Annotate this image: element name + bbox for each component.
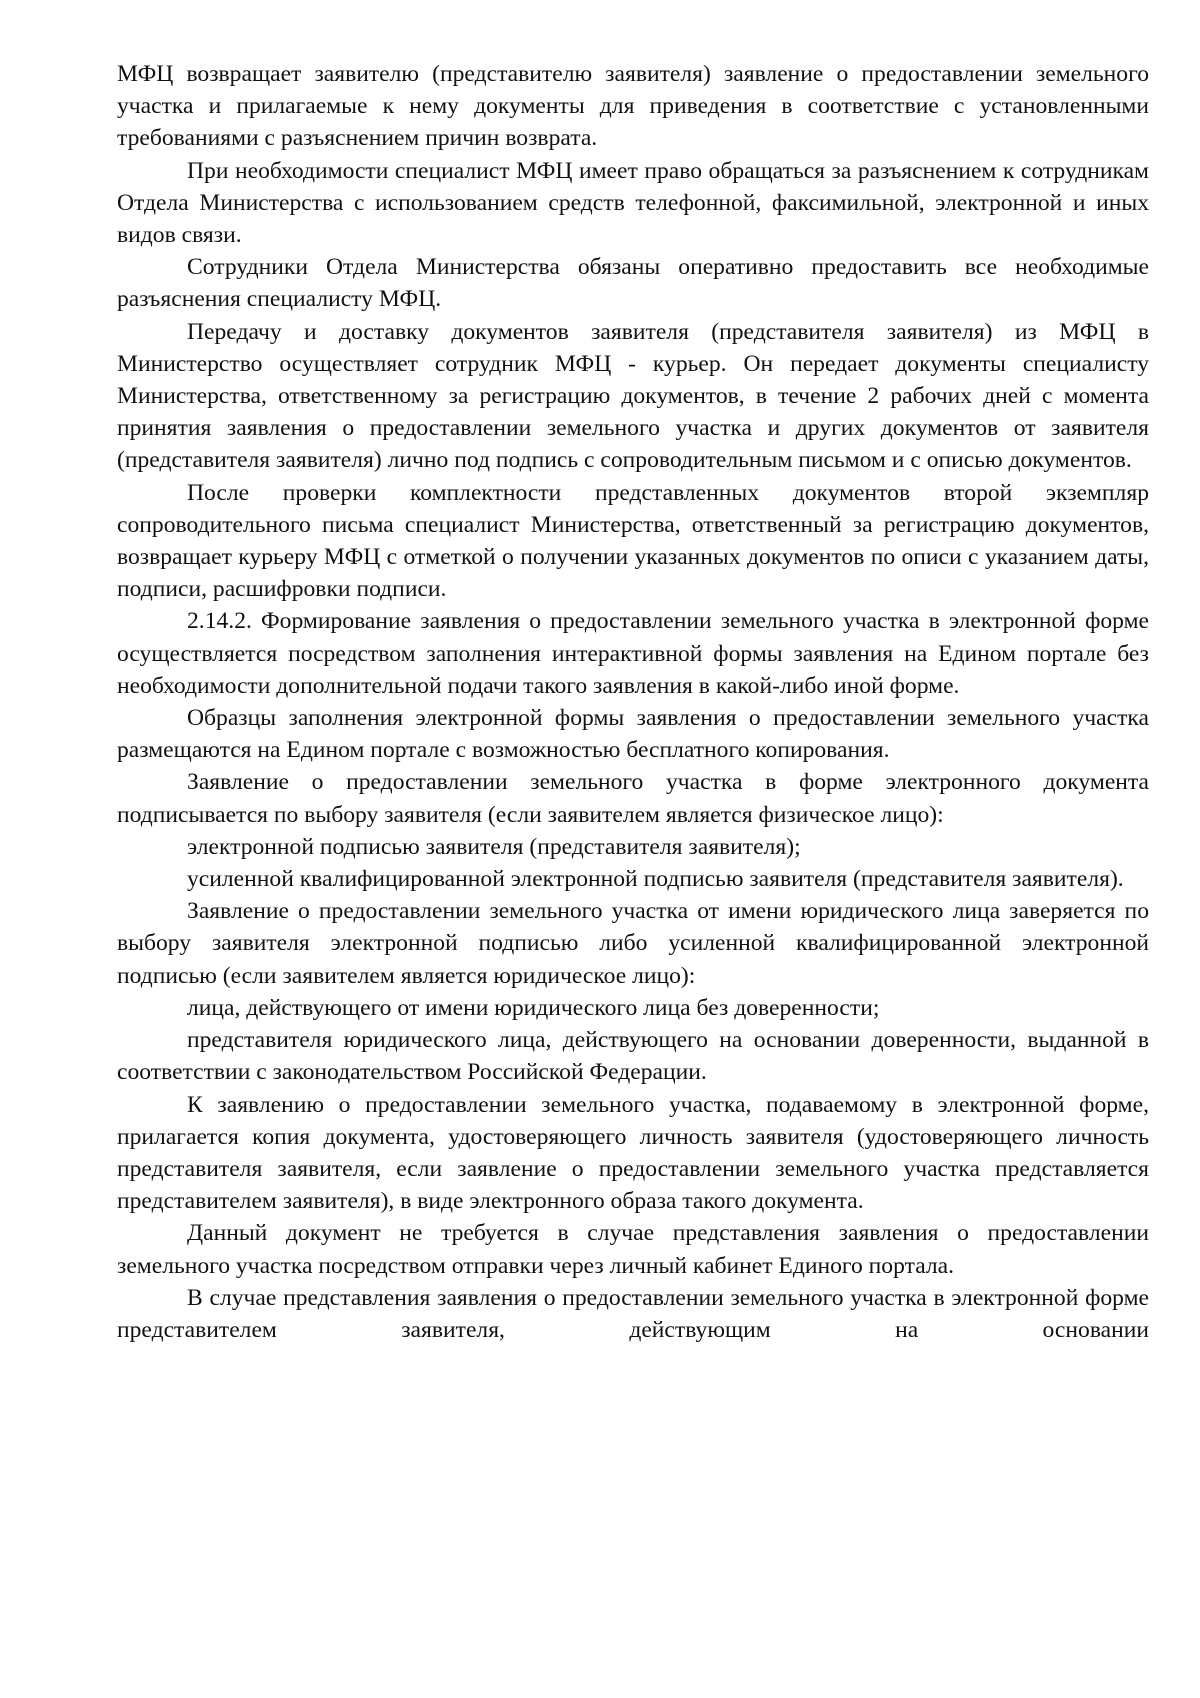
document-page — [117, 58, 1149, 1346]
paragraph-4: Передачу и доставку документов заявителя (представителя заявителя) из МФЦ в Министерство осуществляет сотрудник МФЦ - курьер. Он передает документы специалисту Министерства, ответственному за регистрацию документов, в течение 2 рабочих дней с момента принятия заявления о предоставлении земельного участка и других документов от заявителя (представителя заявителя) лично под подпись с сопроводительным письмом и с описью документов. — [117, 318, 1149, 474]
paragraph-2: При необходимости специалист МФЦ имеет право обращаться за разъяснением к сотрудникам Отдела Министерства с использованием средств телефонной, факсимильной, электронной и иных видов связи. — [117, 157, 1149, 249]
paragraph-5: После проверки комплектности представленных документов второй экземпляр сопроводительного письма специалист Министерства, ответственный за регистрацию документов, возвращает курьеру МФЦ с отметкой о получении указанных документов по описи с указанием даты, подписи, расшифровки подписи. — [117, 479, 1149, 603]
paragraph-11: Заявление о предоставлении земельного участка от имени юридического лица заверяется по выбору заявителя электронной подписью либо усиленной квалифицированной электронной подписью (если заявителем является юридическое лицо): — [117, 898, 1149, 989]
paragraph-9: электронной подписью заявителя (представителя заявителя); — [187, 833, 801, 860]
paragraph-13: представителя юридического лица, действующего на основании доверенности, выданной в соответствии с законодательством Российской Федерации. — [117, 1027, 1149, 1086]
paragraph-7: Образцы заполнения электронной формы заявления о предоставлении земельного участка размещаются на Едином портале с возможностью бесплатного копирования. — [117, 705, 1149, 764]
paragraph-3: Сотрудники Отдела Министерства обязаны оперативно предоставить все необходимые разъяснения специалисту МФЦ. — [117, 254, 1149, 313]
paragraph-6: 2.14.2. Формирование заявления о предоставлении земельного участка в электронной форме осуществляется посредством заполнения интерактивной формы заявления на Едином портале без необходимости дополнительной подачи такого заявления в какой-либо иной форме. — [117, 608, 1149, 699]
paragraph-1: МФЦ возвращает заявителю (представителю заявителя) заявление о предоставлении земельного участка и прилагаемые к нему документы для приведения в соответствие с установленными требованиями с разъяснением причин возврата. — [117, 61, 1149, 152]
paragraph-8: Заявление о предоставлении земельного участка в форме электронного документа подписывается по выбору заявителя (если заявителем является физическое лицо): — [117, 769, 1149, 828]
paragraph-12: лица, действующего от имени юридического лица без доверенности; — [187, 994, 880, 1021]
paragraph-14: К заявлению о предоставлении земельного участка, подаваемому в электронной форме, прилагается копия документа, удостоверяющего личность заявителя (удостоверяющего личность представителя заявителя, если заявление о предоставлении земельного участка представляется представителем заявителя), в виде электронного образа такого документа. — [117, 1091, 1149, 1215]
paragraph-10: усиленной квалифицированной электронной подписью заявителя (представителя заявителя). — [187, 866, 1124, 893]
paragraph-15: Данный документ не требуется в случае представления заявления о предоставлении земельного участка посредством отправки через личный кабинет Единого портала. — [117, 1220, 1149, 1279]
paragraph-16: В случае представления заявления о предоставлении земельного участка в электронной форме представителем заявителя, действующим на основании — [117, 1284, 1149, 1343]
